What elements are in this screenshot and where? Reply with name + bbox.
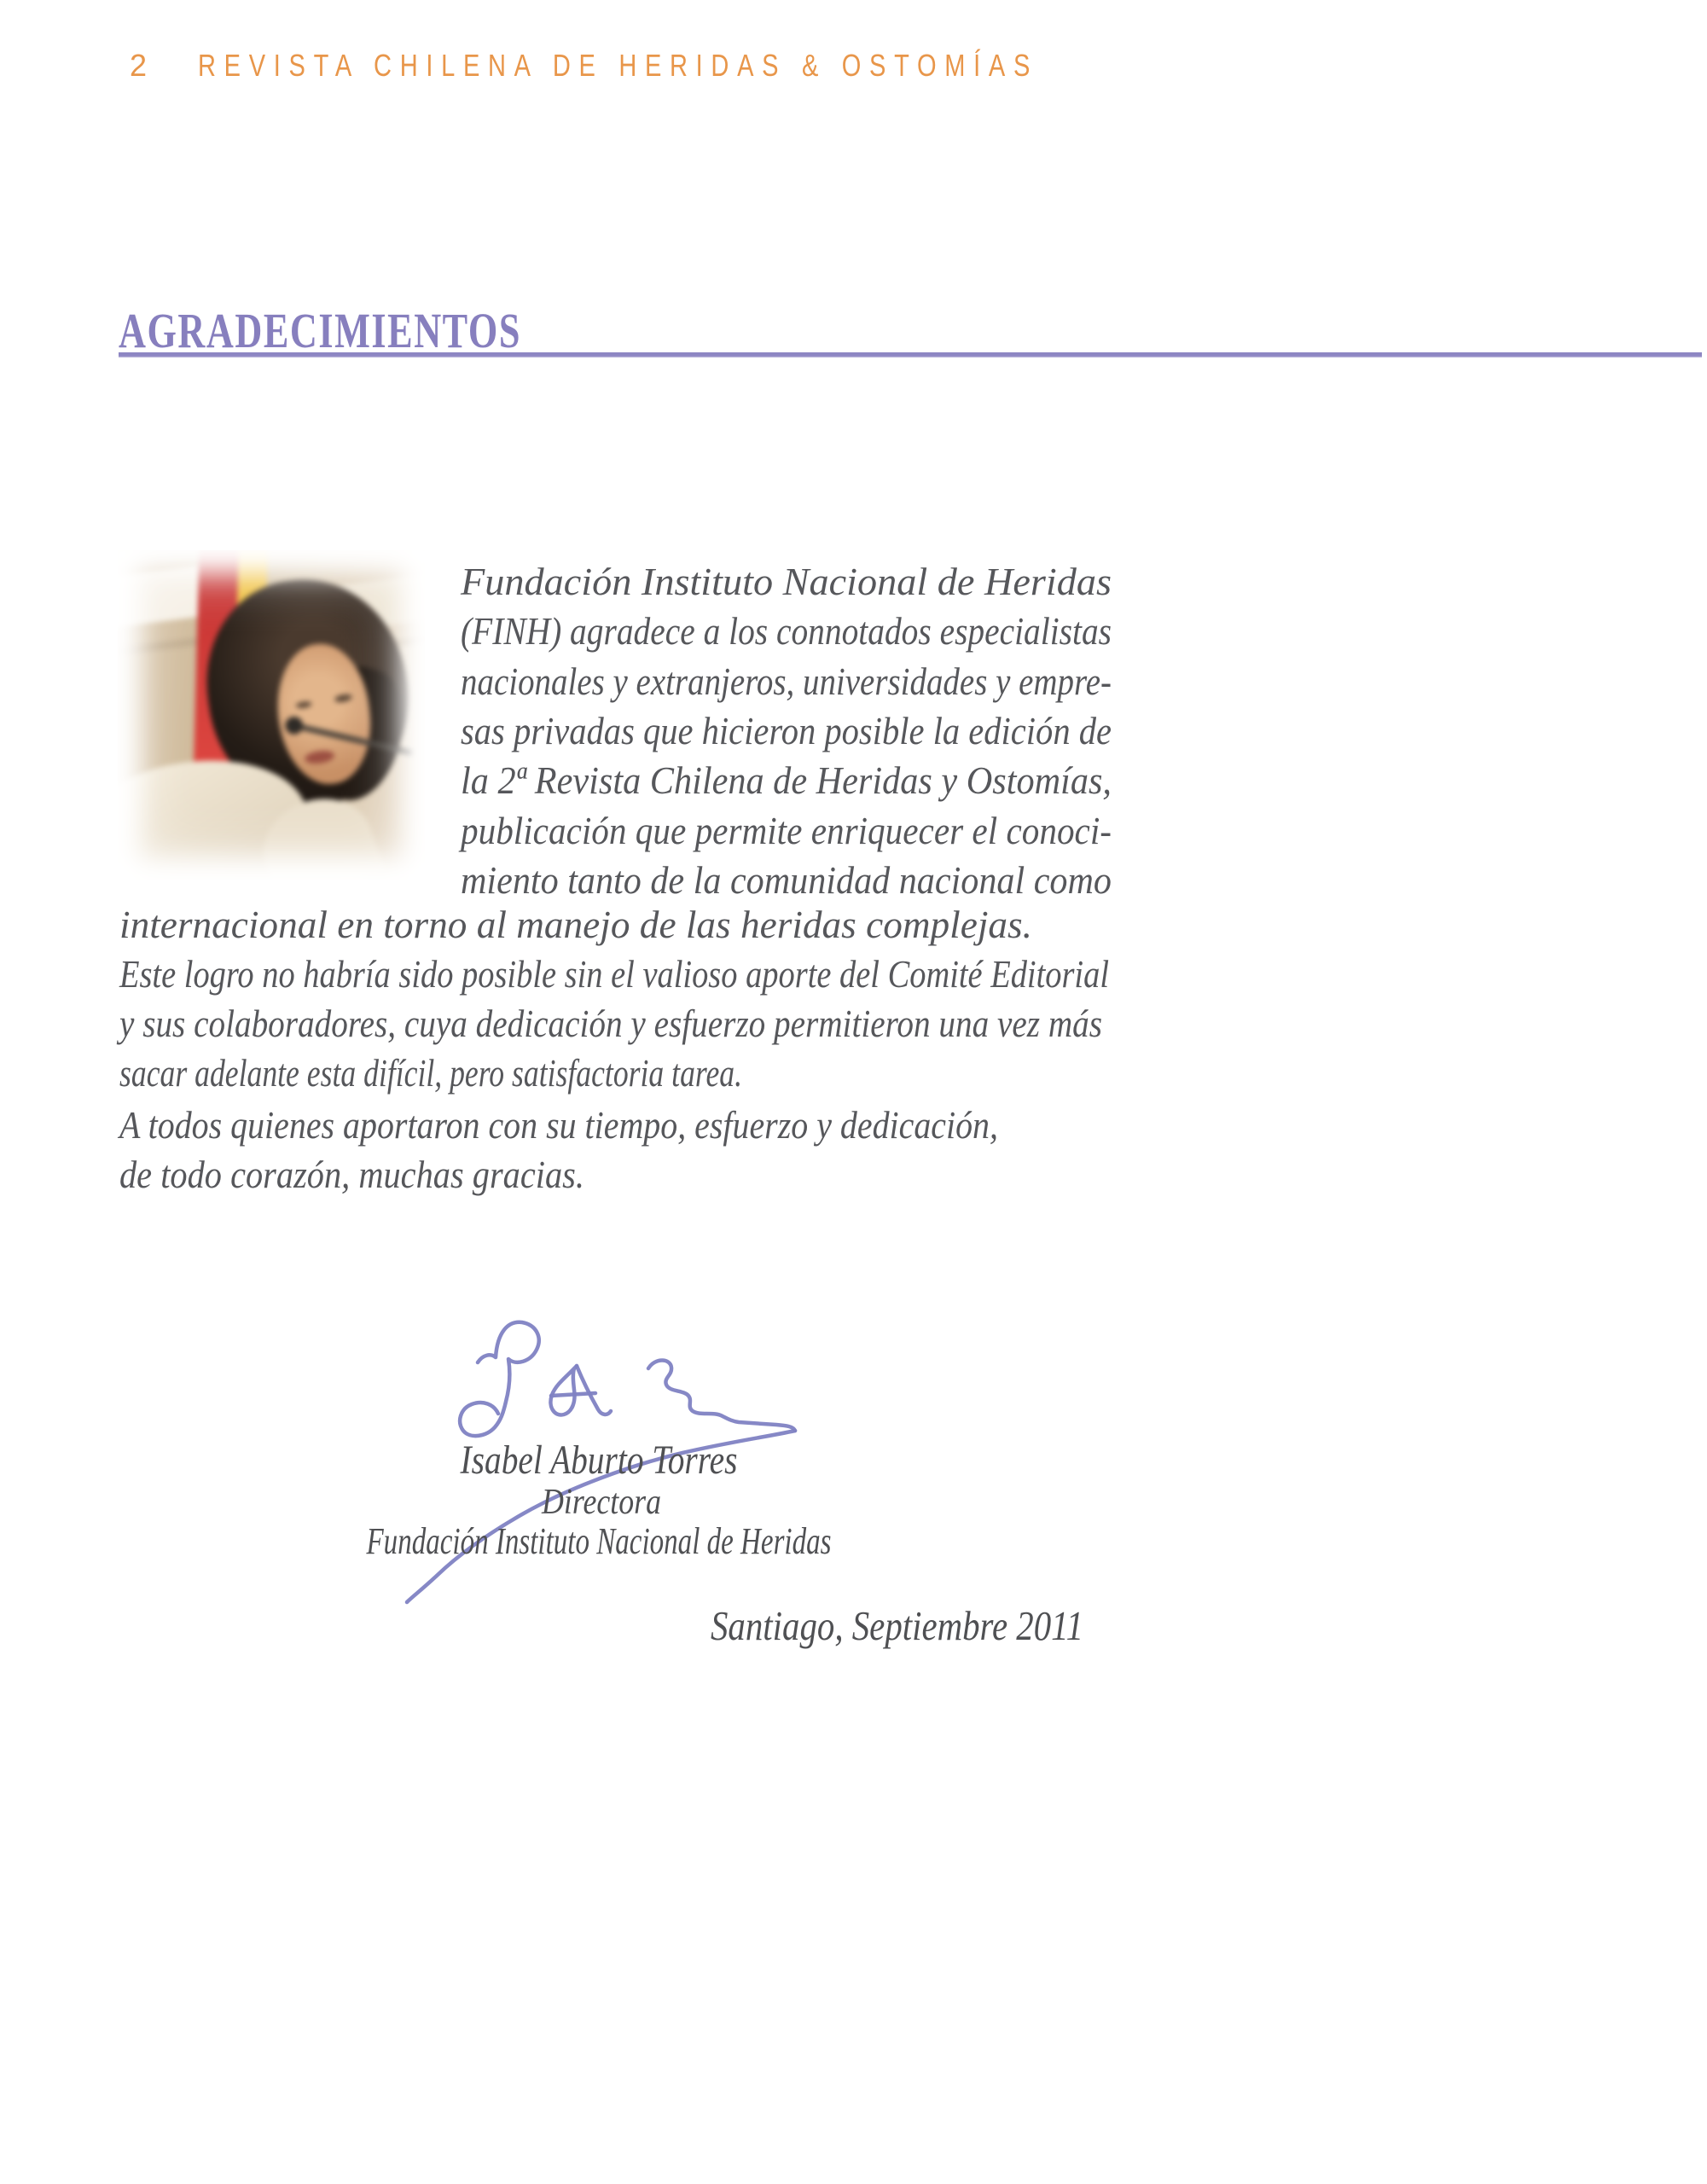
signature-stroke-l-loop	[460, 1322, 539, 1436]
body-line: y sus colaboradores, cuya dedicación y esfuerzo permitieron una vez más	[116, 1002, 1102, 1045]
body-line: la 2ª Revista Chilena de Heridas y Ostomías,	[461, 758, 1112, 802]
body-line: publicación que permite enriquecer el conoci-	[458, 809, 1112, 852]
body-line: sas privadas que hicieron posible la edición de	[461, 709, 1112, 752]
signature-organization: Fundación Instituto Nacional de Heridas	[365, 1520, 832, 1562]
page-number: 2	[130, 48, 158, 83]
signature-stroke-a-leg	[577, 1366, 611, 1414]
body-line: miento tanto de la comunidad nacional como	[461, 858, 1112, 902]
signature-stroke-a-crossbar	[551, 1393, 595, 1396]
body-line: nacionales y extranjeros, universidades y empre-	[461, 659, 1112, 703]
body-line: Este logro no habría sido posible sin el valioso aporte del Comité Editorial	[119, 952, 1109, 996]
body-line: Fundación Instituto Nacional de Heridas	[459, 560, 1112, 603]
signature-stroke-a-bowl	[550, 1366, 577, 1414]
section-heading: AGRADECIMIENTOS	[119, 303, 521, 358]
body-line: sacar adelante esta difícil, pero satisfactoria tarea.	[119, 1051, 742, 1095]
signature-name: Isabel Aburto Torres	[459, 1438, 738, 1483]
signature-stroke-squiggle	[648, 1361, 795, 1432]
body-line: (FINH) agradece a los connotados especialistas	[461, 609, 1112, 653]
body-line: A todos quienes aportaron con su tiempo, esfuerzo y dedicación,	[117, 1103, 998, 1147]
journal-title: REVISTA CHILENA DE HERIDAS & OSTOMÍAS	[198, 48, 1038, 83]
body-line: de todo corazón, muchas gracias.	[119, 1153, 584, 1196]
body-line: internacional en torno al manejo de las heridas complejas.	[119, 903, 1032, 946]
dateline: Santiago, Septiembre 2011	[711, 1602, 1083, 1649]
signature-role: Directora	[541, 1483, 661, 1522]
